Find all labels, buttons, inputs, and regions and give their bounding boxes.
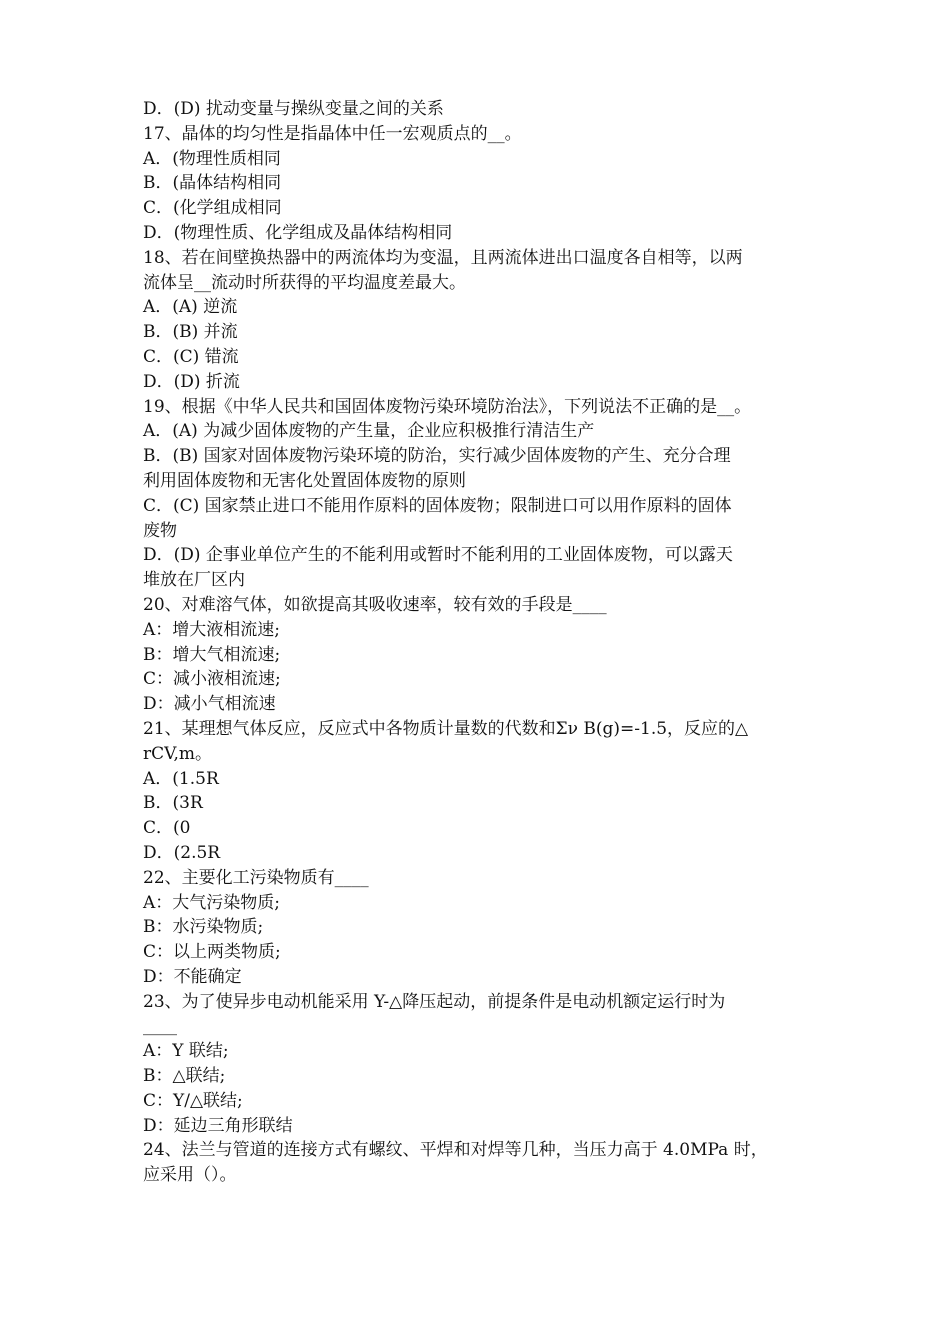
question-stem-continued: 流体呈__流动时所获得的平均温度差最大。 [143,272,466,293]
answer-option: C．(C) 国家禁止进口不能用作原料的固体废物；限制进口可以用作原料的固体 [143,495,732,516]
answer-option: C：减小液相流速; [143,669,281,690]
question-stem-continued: 应采用（）。 [143,1165,237,1186]
answer-option: C．(化学组成相同 [143,198,282,219]
answer-option: A．(A) 为减少固体废物的产生量，企业应积极推行清洁生产 [143,421,595,442]
answer-option-continued: 废物 [143,520,177,541]
answer-option-continued: 堆放在厂区内 [143,570,245,591]
question-stem: 22、主要化工污染物质有____ [143,867,369,888]
answer-option: D：延边三角形联结 [143,1115,293,1136]
question-stem: 18、若在间壁换热器中的两流体均为变温，且两流体进出口温度各自相等，以两 [143,247,743,268]
answer-option: B．(B) 国家对固体废物污染环境的防治，实行减少固体废物的产生、充分合理 [143,446,731,467]
question-stem: 24、法兰与管道的连接方式有螺纹、平焊和对焊等几种，当压力高于 4.0MPa 时， [143,1140,768,1161]
answer-option: B．(B) 并流 [143,322,238,343]
answer-option: A．(A) 逆流 [143,297,238,318]
answer-option: D：减小气相流速 [143,694,276,715]
question-stem-continued: rCV,m。 [143,743,212,764]
question-stem: 19、根据《中华人民共和国固体废物污染环境防治法》，下列说法不正确的是__。 [143,396,752,417]
question-stem: 17、晶体的均匀性是指晶体中任一宏观质点的__。 [143,123,522,144]
answer-option: C：Y/△联结; [143,1090,243,1111]
answer-option: A．(物理性质相同 [143,148,281,169]
answer-option: A：大气污染物质; [143,892,281,913]
question-stem: 21、某理想气体反应，反应式中各物质计量数的代数和Σν B(g)=-1.5，反应的△ [143,718,749,739]
document-page [143,97,813,1188]
answer-option: B：水污染物质; [143,917,264,938]
question-stem: 23、为了使异步电动机能采用 Y-△降压起动，前提条件是电动机额定运行时为 [143,991,726,1012]
question-stem: 20、对难溶气体，如欲提高其吸收速率，较有效的手段是____ [143,594,607,615]
answer-option: D：不能确定 [143,966,242,987]
question-stem-continued: ____ [143,1016,177,1037]
answer-option: C：以上两类物质; [143,942,281,963]
answer-option: A：Y 联结; [143,1041,229,1062]
answer-option: D．(D) 折流 [143,371,240,392]
answer-option-continued: 利用固体废物和无害化处置固体废物的原则 [143,470,466,491]
answer-option: D．(2.5R [143,842,221,863]
answer-option: B：增大气相流速; [143,644,281,665]
answer-option: C．(C) 错流 [143,346,239,367]
answer-option: D．(D) 企事业单位产生的不能利用或暂时不能利用的工业固体废物，可以露天 [143,545,733,566]
text-line: D．(D) 扰动变量与操纵变量之间的关系 [143,99,444,119]
answer-option: B．(晶体结构相同 [143,173,282,194]
answer-option: A：增大液相流速; [143,619,281,640]
answer-option: D．(物理性质、化学组成及晶体结构相同 [143,222,453,243]
answer-option: C．(0 [143,818,191,839]
answer-option: B．(3R [143,793,203,814]
answer-option: A．(1.5R [143,768,219,789]
answer-option: B：△联结; [143,1066,226,1087]
